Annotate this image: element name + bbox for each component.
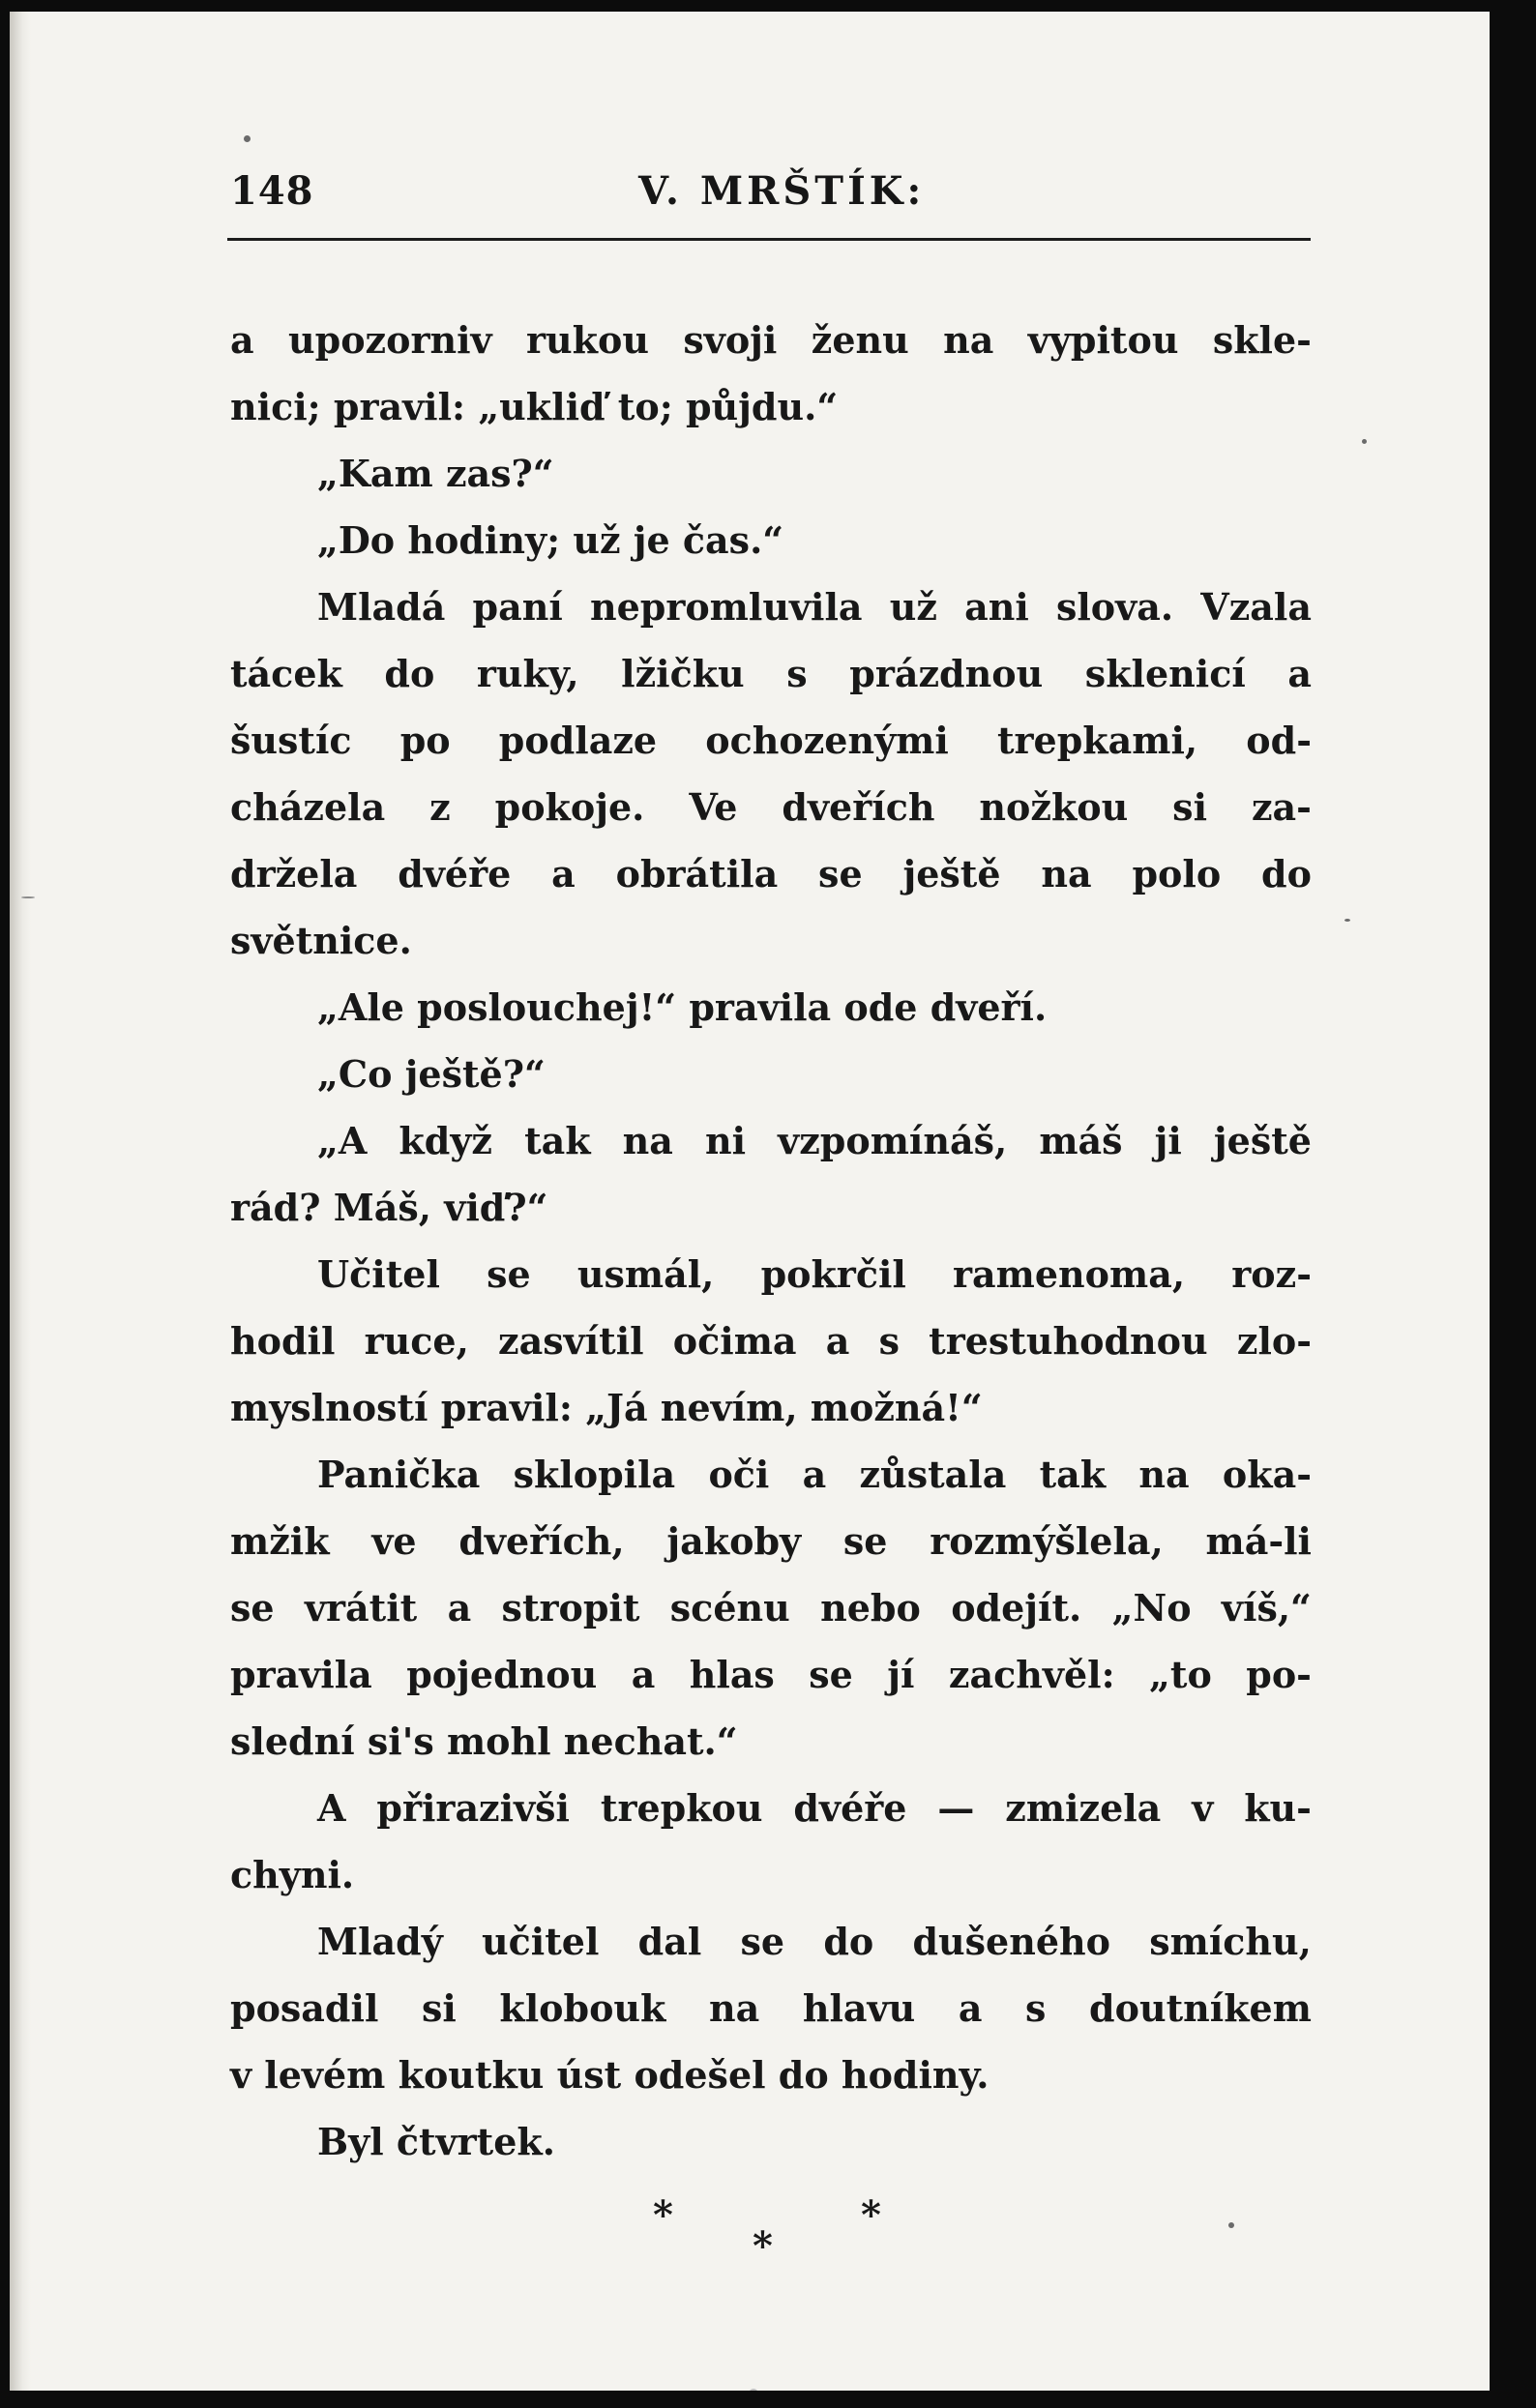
asterisk-icon: * bbox=[753, 2223, 773, 2269]
asterisk-icon: * bbox=[861, 2192, 881, 2238]
running-head: V. MRŠTÍK: bbox=[638, 168, 926, 214]
text-line: „Ale poslouchej!“ pravila ode dveří. bbox=[317, 985, 1048, 1029]
body-text bbox=[230, 307, 1312, 2175]
page-number: 148 bbox=[230, 168, 314, 214]
text-line: „A když tak na ni vzpomínáš, máš ji ještě bbox=[317, 1119, 1312, 1162]
text-line: „Co ještě?“ bbox=[317, 1052, 546, 1096]
text-line: chyni. bbox=[230, 1853, 355, 1896]
text-line: Byl čtvrtek. bbox=[317, 2120, 555, 2163]
page-header bbox=[222, 164, 1311, 222]
text-line: slední si's mohl nechat.“ bbox=[230, 1719, 738, 1763]
text-line: světnice. bbox=[230, 919, 412, 962]
text-line: cházela z pokoje. Ve dveřích nožkou si za- bbox=[230, 785, 1312, 829]
text-line: tácek do ruky, lžičku s prázdnou sklenicí a bbox=[230, 652, 1312, 695]
text-line: Mladý učitel dal se do dušeného smíchu, bbox=[317, 1920, 1312, 1963]
scan-speck bbox=[749, 2389, 758, 2391]
text-line: Učitel se usmál, pokrčil ramenoma, roz- bbox=[317, 1252, 1312, 1296]
scan-speck bbox=[244, 135, 251, 142]
text-line: A přirazivši trepkou dvéře — zmizela v ku- bbox=[317, 1786, 1312, 1830]
section-break-ornament bbox=[10, 2192, 1490, 2279]
scan-speck bbox=[1228, 2222, 1234, 2228]
text-line: držela dvéře a obrátila se ještě na polo do bbox=[230, 852, 1312, 896]
scan-speck bbox=[1344, 919, 1350, 922]
text-line: mžik ve dveřích, jakoby se rozmýšlela, má-li bbox=[230, 1519, 1312, 1563]
header-rule bbox=[227, 238, 1311, 241]
book-page bbox=[10, 12, 1490, 2391]
text-line: rád? Máš, viď?“ bbox=[230, 1186, 548, 1229]
text-line: hodil ruce, zasvítil očima a s trestuhodnou zlo- bbox=[230, 1319, 1312, 1363]
text-line: šustíc po podlaze ochozenými trepkami, od- bbox=[230, 719, 1312, 762]
text-line: nici; pravil: „ukliď to; půjdu.“ bbox=[230, 385, 839, 428]
text-line: v levém koutku úst odešel do hodiny. bbox=[230, 2053, 990, 2097]
text-line: Panička sklopila oči a zůstala tak na oka- bbox=[317, 1453, 1312, 1496]
text-line: se vrátit a stropit scénu nebo odejít. „No víš,“ bbox=[230, 1586, 1312, 1630]
page-spine-shadow bbox=[10, 12, 31, 2391]
text-line: Mladá paní nepromluvila už ani slova. Vzala bbox=[317, 585, 1312, 629]
text-line: a upozorniv rukou svoji ženu na vypitou skle- bbox=[230, 318, 1312, 362]
scan-speck bbox=[1362, 439, 1367, 444]
text-line: „Do hodiny; už je čas.“ bbox=[317, 518, 784, 562]
scan-speck bbox=[21, 896, 35, 898]
text-line: pravila pojednou a hlas se jí zachvěl: „to po- bbox=[230, 1653, 1312, 1696]
text-line: „Kam zas?“ bbox=[317, 452, 554, 495]
text-line: posadil si klobouk na hlavu a s doutníkem bbox=[230, 1986, 1312, 2030]
asterisk-icon: * bbox=[653, 2192, 673, 2238]
text-line: myslností pravil: „Já nevím, možná!“ bbox=[230, 1386, 983, 1429]
